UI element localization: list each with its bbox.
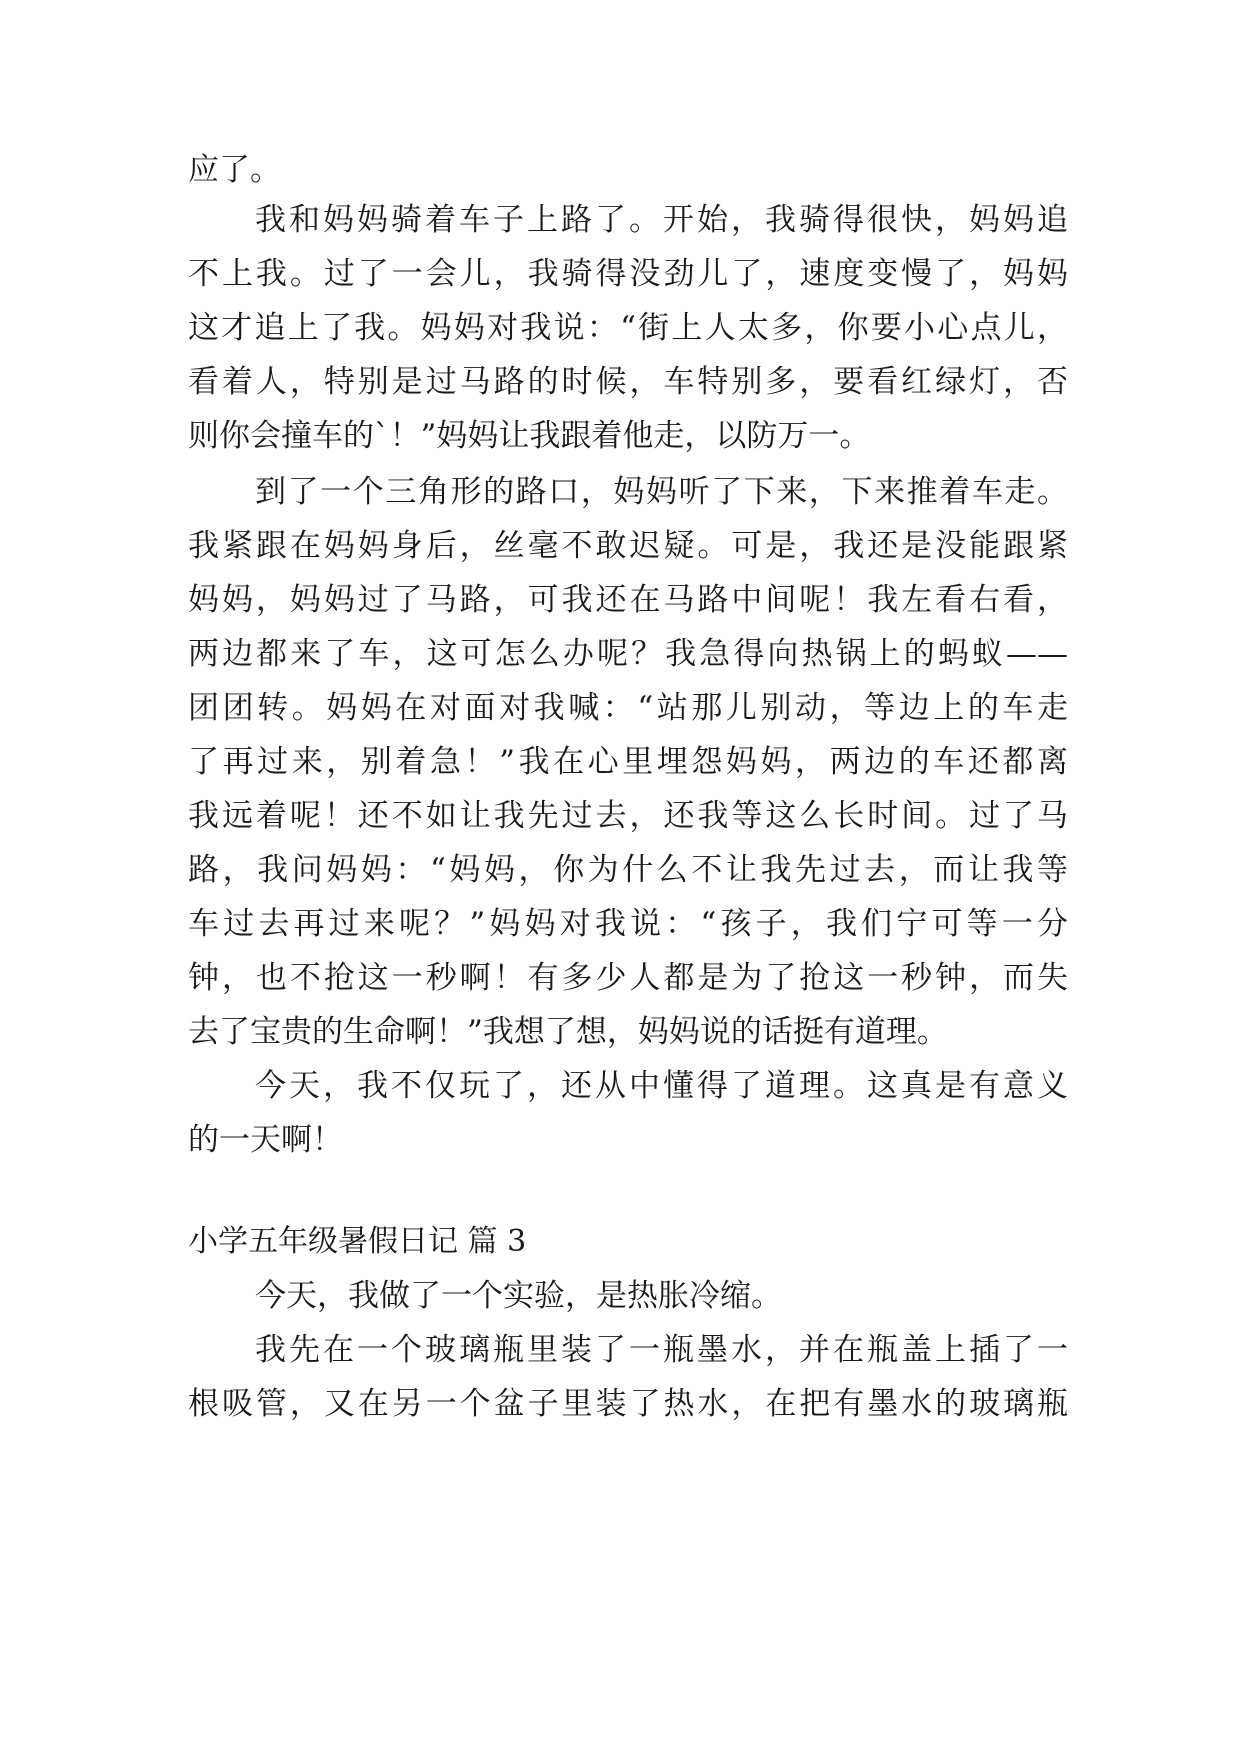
text-line: 不上我。过了一会儿，我骑得没劲儿了，速度变慢了，妈妈	[188, 256, 1068, 292]
text-line: 去了宝贵的生命啊！”我想了想，妈妈说的话挺有道理。	[188, 1014, 948, 1050]
text-line: 我紧跟在妈妈身后，丝毫不敢迟疑。可是，我还是没能跟紧	[188, 528, 1068, 564]
section-heading: 小学五年级暑假日记 篇 3	[188, 1224, 527, 1259]
text-line: 车过去再过来呢？”妈妈对我说：“孩子，我们宁可等一分	[188, 906, 1068, 942]
text-line: 我先在一个玻璃瓶里装了一瓶墨水，并在瓶盖上插了一	[255, 1332, 1068, 1368]
text-line: 的一天啊！	[188, 1122, 343, 1158]
text-line: 今天，我不仅玩了，还从中懂得了道理。这真是有意义	[255, 1068, 1068, 1104]
text-line: 路，我问妈妈：“妈妈，你为什么不让我先过去，而让我等	[188, 852, 1068, 888]
text-line: 根吸管，又在另一个盆子里装了热水，在把有墨水的玻璃瓶	[188, 1386, 1068, 1422]
text-line: 应了。	[188, 152, 281, 188]
text-line: 我和妈妈骑着车子上路了。开始，我骑得很快，妈妈追	[255, 202, 1068, 238]
text-line: 看着人，特别是过马路的时候，车特别多，要看红绿灯，否	[188, 364, 1068, 400]
text-line: 今天，我做了一个实验，是热胀冷缩。	[255, 1278, 782, 1314]
text-line: 钟，也不抢这一秒啊！有多少人都是为了抢这一秒钟，而失	[188, 960, 1068, 996]
text-line: 到了一个三角形的路口，妈妈听了下来，下来推着车走。	[255, 474, 1068, 510]
text-line: 这才追上了我。妈妈对我说：“街上人太多，你要小心点儿，	[188, 310, 1068, 346]
text-line: 我远着呢！还不如让我先过去，还我等这么长时间。过了马	[188, 798, 1068, 834]
text-line: 妈妈，妈妈过了马路，可我还在马路中间呢！我左看右看，	[188, 582, 1068, 618]
text-line: 两边都来了车，这可怎么办呢？我急得向热锅上的蚂蚁——	[188, 636, 1068, 672]
text-line: 团团转。妈妈在对面对我喊：“站那儿别动，等边上的车走	[188, 690, 1068, 726]
text-line: 了再过来，别着急！”我在心里埋怨妈妈，两边的车还都离	[188, 744, 1068, 780]
text-line: 则你会撞车的`！”妈妈让我跟着他走，以防万一。	[188, 418, 871, 454]
